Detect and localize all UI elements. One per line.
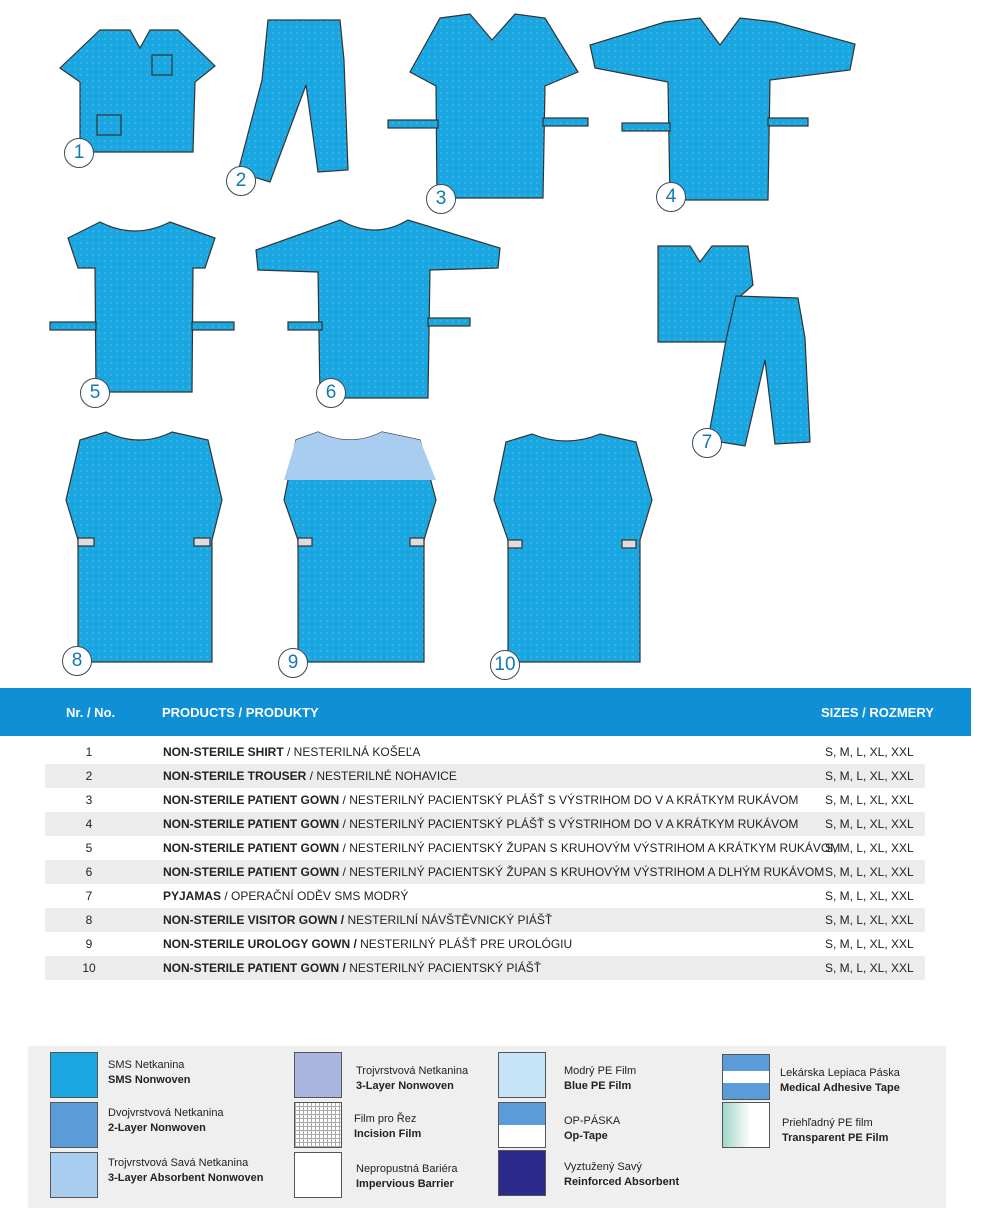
legend-label: Trojvrstvová Netkanina 3-Layer Nonwoven [356,1065,469,1092]
garment-number: 1 [64,138,94,168]
reinforced-absorbent-swatch [498,1150,546,1196]
row-product: NON-STERILE TROUSER / NESTERILNÉ NOHAVICE [163,769,457,783]
gown-round-neck-short-sleeve-icon [50,222,234,392]
table-row [45,740,925,764]
gown-v-neck-long-sleeve-icon [590,18,855,200]
legend-label: Trojvrstvová Savá Netkanina 3-Layer Absorbent Nonwoven [108,1157,264,1184]
legend-label: Priehľadný PE film Transparent PE Film [782,1117,889,1144]
header-nr: Nr. / No. [66,705,116,720]
visitor-gown-icon [66,432,222,662]
legend-label: SMS Netkanina SMS Nonwoven [108,1059,191,1086]
table-row [45,836,925,860]
row-number: 9 [85,937,93,951]
table-header [0,688,971,736]
3-layer-nonwoven-swatch [294,1052,342,1098]
2-layer-nonwoven-swatch [50,1102,98,1148]
row-number: 4 [85,817,93,831]
table-row [45,764,925,788]
garment-number: 3 [426,184,456,214]
row-number: 3 [85,793,93,807]
legend-label: OP-PÁSKA Op-Tape [564,1115,621,1142]
shirt-icon [60,30,215,152]
legend-label: Nepropustná Bariéra Impervious Barrier [356,1163,458,1190]
legend-label: Film pro Řez Incision Film [354,1113,422,1140]
row-number: 1 [85,745,93,759]
row-product: NON-STERILE PATIENT GOWN / NESTERILNÝ PACIENTSKÝ PLÁŠŤ S VÝSTRIHOM DO V A KRÁTKYM RUKÁVOM [163,817,799,831]
sms-nonwoven-swatch [50,1052,98,1098]
table-row [45,908,925,932]
blue-pe-film-swatch [498,1052,546,1098]
row-number: 10 [82,961,96,975]
table-row [45,956,925,980]
row-product: NON-STERILE SHIRT / NESTERILNÁ KOŠEĽA [163,745,421,759]
row-product: NON-STERILE VISITOR GOWN / NESTERILNÍ NÁVŠTĚVNICKÝ PIÁŠŤ [163,913,553,927]
incision-film-swatch [294,1102,342,1148]
row-number: 8 [85,913,93,927]
row-product: NON-STERILE UROLOGY GOWN / NESTERILNÝ PLÁŠŤ PRE UROLÓGIU [163,937,573,951]
row-sizes: S, M, L, XL, XXL [825,937,914,951]
garment-number: 7 [692,428,722,458]
impervious-barrier-swatch [294,1152,342,1198]
row-product: NON-STERILE PATIENT GOWN / NESTERILNÝ PACIENTSKÝ PLÁŠŤ S VÝSTRIHOM DO V A KRÁTKYM RUKÁVOM [163,793,799,807]
urology-gown-icon [284,432,436,662]
row-sizes: S, M, L, XL, XXL [825,769,914,783]
row-product: NON-STERILE PATIENT GOWN / NESTERILNÝ PACIENTSKÝ ŽUPAN S KRUHOVÝM VÝSTRIHOM A KRÁTKYM RUKÁVOM [163,841,841,855]
garment-number: 10 [490,650,520,680]
legend-label: Dvojvrstvová Netkanina 2-Layer Nonwoven [108,1107,224,1134]
product-table [45,740,925,980]
garment-number: 6 [316,378,346,408]
pyjamas-icon [658,246,810,446]
op-tape-swatch [498,1102,546,1148]
transparent-pe-film-swatch [722,1102,770,1148]
garment-number: 8 [62,646,92,676]
gown-v-neck-short-sleeve-icon [388,14,588,198]
table-row [45,884,925,908]
row-sizes: S, M, L, XL, XXL [825,841,914,855]
header-products: PRODUCTS / PRODUKTY [162,705,319,720]
gown-round-neck-long-sleeve-icon [256,220,500,398]
material-legend [28,1046,946,1208]
row-sizes: S, M, L, XL, XXL [825,889,914,903]
trouser-icon [238,20,348,182]
header-sizes: SIZES / ROZMERY [821,705,934,720]
garment-number: 5 [80,378,110,408]
row-number: 7 [85,889,93,903]
table-row [45,860,925,884]
row-sizes: S, M, L, XL, XXL [825,913,914,927]
table-row [45,932,925,956]
legend-label: Lekárska Lepiaca Páska Medical Adhesive Tape [780,1067,900,1094]
row-sizes: S, M, L, XL, XXL [825,865,914,879]
garment-number: 2 [226,166,256,196]
row-product: NON-STERILE PATIENT GOWN / NESTERILNÝ PACIENTSKÝ ŽUPAN S KRUHOVÝM VÝSTRIHOM A DLHÝM RUKÁVOM [163,865,825,879]
legend-label: Modrý PE Film Blue PE Film [564,1065,637,1092]
row-number: 6 [85,865,93,879]
row-sizes: S, M, L, XL, XXL [825,817,914,831]
patient-gown-icon [494,434,652,662]
row-number: 2 [85,769,93,783]
row-sizes: S, M, L, XL, XXL [825,793,914,807]
row-product: PYJAMAS / OPERAČNÍ ODĚV SMS MODRÝ [163,889,409,903]
row-product: NON-STERILE PATIENT GOWN / NESTERILNÝ PACIENTSKÝ PIÁŠŤ [163,961,542,975]
row-number: 5 [85,841,93,855]
medical-adhesive-tape-swatch [722,1054,770,1100]
legend-label: Vyztužený Savý Reinforced Absorbent [564,1161,680,1188]
table-row [45,812,925,836]
garment-number: 9 [278,648,308,678]
table-row [45,788,925,812]
row-sizes: S, M, L, XL, XXL [825,745,914,759]
row-sizes: S, M, L, XL, XXL [825,961,914,975]
3-layer-absorbent-swatch [50,1152,98,1198]
garment-number: 4 [656,182,686,212]
